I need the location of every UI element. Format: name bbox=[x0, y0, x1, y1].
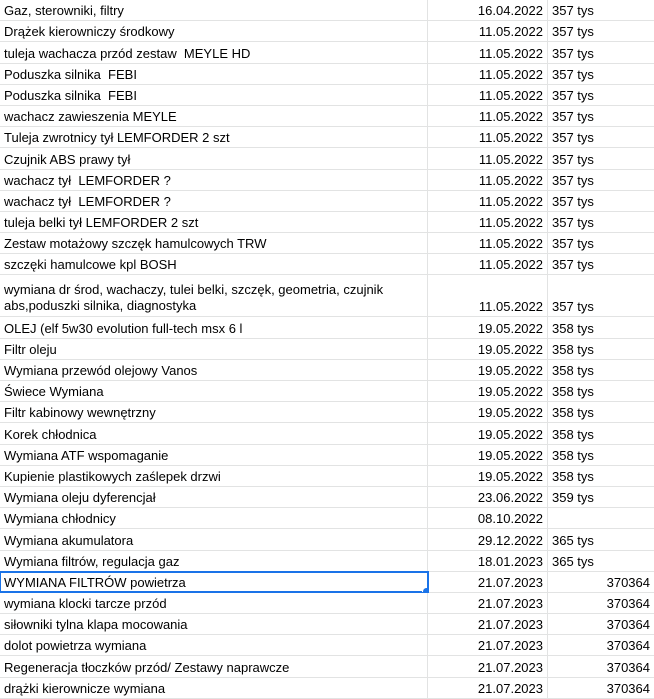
date-cell[interactable]: 11.05.2022 bbox=[428, 64, 548, 84]
table-row bbox=[0, 360, 654, 381]
mileage-cell[interactable]: 358 tys bbox=[552, 384, 594, 400]
table-row bbox=[0, 529, 654, 550]
mileage-cell[interactable]: 357 tys bbox=[552, 193, 594, 209]
table-row bbox=[0, 508, 654, 529]
description-cell[interactable]: WYMIANA FILTRÓW powietrza bbox=[0, 572, 428, 592]
date-cell[interactable]: 18.01.2023 bbox=[428, 551, 548, 571]
table-row bbox=[0, 275, 654, 317]
mileage-cell[interactable]: 370364 bbox=[606, 659, 650, 675]
description-cell[interactable]: Tuleja zwrotnicy tył LEMFORDER 2 szt bbox=[0, 127, 428, 147]
date-cell[interactable]: 19.05.2022 bbox=[428, 360, 548, 380]
date-cell[interactable]: 11.05.2022 bbox=[428, 191, 548, 211]
mileage-cell[interactable]: 359 tys bbox=[552, 490, 594, 506]
date-cell[interactable]: 19.05.2022 bbox=[428, 402, 548, 422]
table-row bbox=[0, 551, 654, 572]
table-row bbox=[0, 64, 654, 85]
description-cell[interactable]: wachacz tył LEMFORDER ? bbox=[0, 170, 428, 190]
date-cell[interactable]: 21.07.2023 bbox=[428, 635, 548, 655]
date-cell[interactable]: 23.06.2022 bbox=[428, 487, 548, 507]
mileage-cell[interactable]: 370364 bbox=[606, 617, 650, 633]
mileage-cell[interactable]: 357 tys bbox=[552, 45, 594, 61]
description-cell[interactable]: szczęki hamulcowe kpl BOSH bbox=[0, 254, 428, 274]
date-cell[interactable]: 29.12.2022 bbox=[428, 529, 548, 549]
table-row bbox=[0, 593, 654, 614]
table-row bbox=[0, 402, 654, 423]
mileage-cell[interactable]: 370364 bbox=[606, 680, 650, 696]
mileage-cell[interactable]: 357 tys bbox=[552, 130, 594, 146]
table-row bbox=[0, 191, 654, 212]
table-row bbox=[0, 254, 654, 275]
description-cell[interactable]: Drążek kierowniczy środkowy bbox=[0, 21, 428, 41]
date-cell[interactable]: 19.05.2022 bbox=[428, 339, 548, 359]
description-cell[interactable]: Wymiana ATF wspomaganie bbox=[0, 445, 428, 465]
mileage-cell[interactable]: 365 tys bbox=[552, 532, 594, 548]
description-cell[interactable]: wachacz tył LEMFORDER ? bbox=[0, 191, 428, 211]
description-cell[interactable]: wachacz zawieszenia MEYLE bbox=[0, 106, 428, 126]
table-row bbox=[0, 678, 654, 699]
mileage-cell[interactable]: 357 tys bbox=[552, 151, 594, 167]
table-row bbox=[0, 466, 654, 487]
mileage-cell[interactable]: 358 tys bbox=[552, 405, 594, 421]
mileage-cell[interactable]: 357 tys bbox=[552, 24, 594, 40]
mileage-cell[interactable]: 358 tys bbox=[552, 426, 594, 442]
table-row bbox=[0, 317, 654, 338]
table-row bbox=[0, 212, 654, 233]
date-cell[interactable]: 19.05.2022 bbox=[428, 317, 548, 337]
table-row bbox=[0, 423, 654, 444]
mileage-cell[interactable]: 357 tys bbox=[552, 299, 594, 315]
description-cell[interactable]: Regeneracja tłoczków przód/ Zestawy naprawcze bbox=[0, 656, 428, 676]
table-row bbox=[0, 614, 654, 635]
description-cell[interactable]: Kupienie plastikowych zaślepek drzwi bbox=[0, 466, 428, 486]
mileage-cell[interactable]: 357 tys bbox=[552, 87, 594, 103]
date-cell[interactable]: 21.07.2023 bbox=[428, 656, 548, 676]
table-row bbox=[0, 85, 654, 106]
description-cell[interactable]: OLEJ (elf 5w30 evolution full-tech msx 6 l bbox=[0, 317, 428, 337]
mileage-cell[interactable]: 358 tys bbox=[552, 341, 594, 357]
date-cell[interactable]: 11.05.2022 bbox=[428, 233, 548, 253]
date-cell[interactable]: 11.05.2022 bbox=[428, 85, 548, 105]
date-cell[interactable]: 11.05.2022 bbox=[428, 170, 548, 190]
description-cell[interactable]: Wymiana akumulatora bbox=[0, 529, 428, 549]
date-cell[interactable]: 11.05.2022 bbox=[428, 21, 548, 41]
table-row bbox=[0, 106, 654, 127]
description-cell[interactable]: Wymiana oleju dyferencjał bbox=[0, 487, 428, 507]
mileage-cell[interactable]: 358 tys bbox=[552, 320, 594, 336]
description-cell[interactable]: wymiana dr środ, wachaczy, tulei belki, szczęk, geometria, czujnik abs,poduszki silnika, diagnostyka bbox=[0, 275, 428, 316]
mileage-cell[interactable]: 370364 bbox=[606, 596, 650, 612]
date-cell[interactable]: 11.05.2022 bbox=[428, 212, 548, 232]
date-cell[interactable]: 11.05.2022 bbox=[428, 148, 548, 168]
mileage-cell[interactable]: 357 tys bbox=[552, 66, 594, 82]
date-cell[interactable]: 19.05.2022 bbox=[428, 466, 548, 486]
description-cell[interactable]: Czujnik ABS prawy tył bbox=[0, 148, 428, 168]
description-cell[interactable]: wymiana klocki tarcze przód bbox=[0, 593, 428, 613]
date-cell[interactable]: 21.07.2023 bbox=[428, 614, 548, 634]
table-row bbox=[0, 0, 654, 21]
table-row bbox=[0, 339, 654, 360]
description-cell[interactable]: tuleja belki tył LEMFORDER 2 szt bbox=[0, 212, 428, 232]
date-cell[interactable]: 08.10.2022 bbox=[428, 508, 548, 528]
table-row bbox=[0, 572, 654, 593]
mileage-cell[interactable]: 358 tys bbox=[552, 468, 594, 484]
date-cell[interactable]: 21.07.2023 bbox=[428, 572, 548, 592]
description-cell[interactable]: dolot powietrza wymiana bbox=[0, 635, 428, 655]
date-cell[interactable]: 19.05.2022 bbox=[428, 445, 548, 465]
table-row bbox=[0, 170, 654, 191]
mileage-cell[interactable]: 357 tys bbox=[552, 3, 594, 19]
mileage-cell[interactable]: 358 tys bbox=[552, 447, 594, 463]
table-row bbox=[0, 21, 654, 42]
table-row bbox=[0, 42, 654, 63]
mileage-cell[interactable]: 370364 bbox=[606, 574, 650, 590]
date-cell[interactable]: 11.05.2022 bbox=[428, 106, 548, 126]
table-row bbox=[0, 487, 654, 508]
description-cell[interactable]: Korek chłodnica bbox=[0, 423, 428, 443]
table-row bbox=[0, 635, 654, 656]
date-cell[interactable]: 11.05.2022 bbox=[428, 127, 548, 147]
description-cell[interactable]: Zestaw motażowy szczęk hamulcowych TRW bbox=[0, 233, 428, 253]
mileage-cell[interactable]: 357 tys bbox=[552, 172, 594, 188]
table-row bbox=[0, 233, 654, 254]
description-cell[interactable]: tuleja wachacza przód zestaw MEYLE HD bbox=[0, 42, 428, 62]
description-cell[interactable]: Poduszka silnika FEBI bbox=[0, 85, 428, 105]
date-cell[interactable]: 11.05.2022 bbox=[428, 254, 548, 274]
description-cell[interactable]: Filtr oleju bbox=[0, 339, 428, 359]
mileage-cell[interactable]: 358 tys bbox=[552, 363, 594, 378]
fill-handle[interactable] bbox=[422, 587, 428, 592]
mileage-cell[interactable]: 357 tys bbox=[552, 236, 594, 252]
date-cell[interactable]: 21.07.2023 bbox=[428, 678, 548, 698]
description-cell[interactable]: Poduszka silnika FEBI bbox=[0, 64, 428, 84]
date-cell[interactable]: 19.05.2022 bbox=[428, 381, 548, 401]
date-cell[interactable]: 11.05.2022 bbox=[428, 275, 548, 316]
mileage-cell[interactable]: 365 tys bbox=[552, 553, 594, 569]
description-cell[interactable]: Gaz, sterowniki, filtry bbox=[0, 0, 428, 20]
description-cell[interactable]: Filtr kabinowy wewnętrzny bbox=[0, 402, 428, 422]
description-cell[interactable]: siłowniki tylna klapa mocowania bbox=[0, 614, 428, 634]
date-cell[interactable]: 16.04.2022 bbox=[428, 0, 548, 20]
description-cell[interactable]: Świece Wymiana bbox=[0, 381, 428, 401]
description-cell[interactable]: Wymiana chłodnicy bbox=[0, 508, 428, 528]
mileage-cell[interactable]: 370364 bbox=[606, 638, 650, 654]
mileage-cell[interactable]: 357 tys bbox=[552, 215, 594, 231]
description-cell[interactable]: drążki kierownicze wymiana bbox=[0, 678, 428, 698]
mileage-cell[interactable]: 357 tys bbox=[552, 109, 594, 125]
table-row bbox=[0, 381, 654, 402]
mileage-cell[interactable] bbox=[548, 508, 654, 528]
table-row bbox=[0, 127, 654, 148]
description-cell[interactable]: Wymiana filtrów, regulacja gaz bbox=[0, 551, 428, 571]
date-cell[interactable]: 21.07.2023 bbox=[428, 593, 548, 613]
description-cell[interactable]: Wymiana przewód olejowy Vanos bbox=[0, 360, 428, 380]
date-cell[interactable]: 11.05.2022 bbox=[428, 42, 548, 62]
date-cell[interactable]: 19.05.2022 bbox=[428, 423, 548, 443]
table-row bbox=[0, 445, 654, 466]
table-row bbox=[0, 656, 654, 677]
mileage-cell[interactable]: 357 tys bbox=[552, 257, 594, 273]
table-row bbox=[0, 148, 654, 169]
